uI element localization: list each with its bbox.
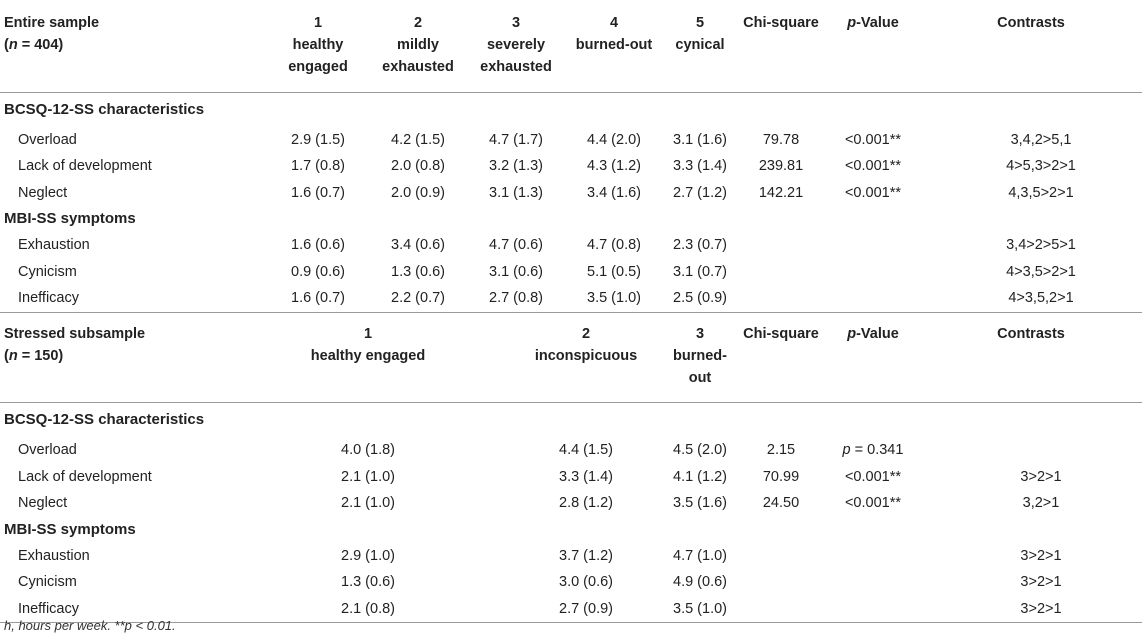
cell-value: 2.7 (0.8) xyxy=(489,290,543,306)
table-footnote: h, hours per week. **p < 0.01. xyxy=(4,618,176,633)
cell-value: 2.1 (1.0) xyxy=(341,468,395,485)
p-value: <0.001** xyxy=(844,131,902,148)
cell-value: 0.9 (0.6) xyxy=(291,263,345,280)
row-label: Cynicism xyxy=(18,263,77,280)
contrast-value: 4>5,3>2>1 xyxy=(1006,158,1076,174)
cell-value: 3.4 (1.6) xyxy=(587,184,641,201)
contrast-value: 3>2>1 xyxy=(1020,547,1062,564)
entire-n: (n = 404) xyxy=(4,37,64,53)
cell-value: 4.2 (1.5) xyxy=(391,131,445,148)
entire-header-row xyxy=(0,0,1142,78)
p-value: <0.001** xyxy=(844,468,902,485)
chi-square-value: 2.15 xyxy=(766,442,796,458)
cell-value: 2.0 (0.9) xyxy=(391,184,445,201)
cell-value: 3.4 (0.6) xyxy=(391,237,445,253)
cell-value: 2.7 (0.9) xyxy=(559,600,613,617)
chi-square-value: 70.99 xyxy=(762,468,800,485)
contrast-value: 4>3,5>2>1 xyxy=(1006,263,1076,280)
p-value xyxy=(826,569,920,596)
chi-square-value: 79.78 xyxy=(762,131,800,148)
table-row xyxy=(0,232,1142,259)
stressed-n: (n = 150) xyxy=(4,347,64,364)
p-value xyxy=(826,285,920,312)
table-row xyxy=(0,543,1142,570)
table-row xyxy=(0,569,1142,596)
cell-value: 1.6 (0.6) xyxy=(291,237,345,253)
cell-value: 2.1 (0.8) xyxy=(341,600,395,617)
p-value: <0.001** xyxy=(844,158,902,174)
cell-value: 1.6 (0.7) xyxy=(291,184,345,201)
cell-value: 2.9 (1.5) xyxy=(291,131,345,148)
table-row xyxy=(0,437,1142,464)
cell-value: 2.5 (0.9) xyxy=(673,290,727,306)
cell-value: 3.5 (1.0) xyxy=(587,290,641,306)
cell-value: 2.8 (1.2) xyxy=(559,495,613,511)
table-row xyxy=(0,285,1142,312)
stressed-section-mbi: MBI-SS symptoms xyxy=(4,520,136,538)
p-value xyxy=(826,232,920,259)
cell-value: 4.7 (1.0) xyxy=(673,547,727,564)
chi-square-value xyxy=(736,259,826,286)
p-value: p = 0.341 xyxy=(842,442,904,458)
cell-value: 3.1 (0.7) xyxy=(673,263,727,280)
contrast-value: 4>3,5,2>1 xyxy=(1008,290,1074,306)
row-label: Exhaustion xyxy=(18,237,90,253)
cell-value: 4.7 (1.7) xyxy=(489,131,543,148)
cluster-5-header: 5 cynical xyxy=(675,15,725,53)
cell-value: 4.1 (1.2) xyxy=(673,468,727,485)
row-label: Inefficacy xyxy=(18,600,79,617)
s-p-value-header: p-Value xyxy=(847,325,899,342)
cell-value: 3.0 (0.6) xyxy=(559,574,613,590)
table-row xyxy=(0,464,1142,491)
p-value xyxy=(826,543,920,570)
table-row xyxy=(0,180,1142,207)
s-chi-square-header: Chi-square xyxy=(743,325,819,342)
chi-square-value xyxy=(736,285,826,312)
cluster-3-header: 3 severely exhausted xyxy=(480,15,552,75)
row-label: Lack of development xyxy=(18,468,152,485)
cell-value: 3.3 (1.4) xyxy=(559,468,613,485)
contrasts-header: Contrasts xyxy=(997,15,1065,31)
chi-square-value xyxy=(736,569,826,596)
cluster-2-header: 2 mildly exhausted xyxy=(382,15,454,75)
cluster-4-header: 4 burned-out xyxy=(575,15,653,53)
cell-value: 4.7 (0.8) xyxy=(587,237,641,253)
s-contrasts-header: Contrasts xyxy=(997,325,1065,342)
p-value: <0.001** xyxy=(844,184,902,201)
cell-value: 2.9 (1.0) xyxy=(341,547,395,564)
cell-value: 4.9 (0.6) xyxy=(673,574,727,590)
cell-value: 4.4 (1.5) xyxy=(559,442,613,458)
cell-value: 4.5 (2.0) xyxy=(673,442,727,458)
cell-value: 3.2 (1.3) xyxy=(489,158,543,174)
s-cluster-2-header: 2 inconspicuous xyxy=(534,325,638,364)
cell-value: 2.3 (0.7) xyxy=(673,237,727,253)
chi-square-value: 24.50 xyxy=(762,495,800,511)
row-label: Overload xyxy=(18,131,77,148)
cell-value: 2.2 (0.7) xyxy=(391,290,445,306)
contrast-value: 3>2>1 xyxy=(1020,600,1062,617)
s-cluster-1-header: 1 healthy engaged xyxy=(310,325,426,364)
chi-square-value xyxy=(736,232,826,259)
table-row xyxy=(0,127,1142,154)
chi-square-value xyxy=(736,596,826,623)
contrast-value xyxy=(920,437,1142,464)
contrast-value: 3,4>2>5>1 xyxy=(1006,237,1076,253)
cell-value: 1.3 (0.6) xyxy=(391,263,445,280)
cell-value: 3.1 (1.3) xyxy=(489,184,543,201)
row-label: Overload xyxy=(18,442,77,458)
stressed-title: Stressed subsample xyxy=(4,325,146,342)
stressed-section-bcsq: BCSQ-12-SS characteristics xyxy=(0,403,1142,438)
contrast-value: 3,2>1 xyxy=(1022,495,1060,511)
cell-value: 1.6 (0.7) xyxy=(291,290,345,306)
table-row xyxy=(0,153,1142,180)
cell-value: 5.1 (0.5) xyxy=(587,263,641,280)
row-label: Cynicism xyxy=(18,574,77,590)
row-label: Lack of development xyxy=(18,158,152,174)
cell-value: 3.5 (1.6) xyxy=(673,495,727,511)
table-row xyxy=(0,490,1142,517)
row-label: Inefficacy xyxy=(18,290,79,306)
chi-square-header: Chi-square xyxy=(743,15,819,31)
stressed-header-row xyxy=(0,312,1142,389)
p-value-header: p-Value xyxy=(847,15,899,31)
row-label: Neglect xyxy=(18,495,68,511)
cell-value: 2.7 (1.2) xyxy=(673,184,727,201)
chi-square-value xyxy=(736,543,826,570)
entire-section-bcsq: BCSQ-12-SS characteristics xyxy=(0,92,1142,127)
cluster-1-header: 1 healthy engaged xyxy=(288,15,348,75)
cell-value: 1.7 (0.8) xyxy=(291,158,345,174)
cell-value: 4.0 (1.8) xyxy=(341,442,395,458)
cell-value: 4.4 (2.0) xyxy=(587,131,641,148)
cell-value: 1.3 (0.6) xyxy=(341,574,395,590)
contrast-value: 3>2>1 xyxy=(1020,574,1062,590)
contrast-value: 4,3,5>2>1 xyxy=(1008,184,1074,201)
cell-value: 3.7 (1.2) xyxy=(559,547,613,564)
cell-value: 4.3 (1.2) xyxy=(587,158,641,174)
cell-value: 2.0 (0.8) xyxy=(391,158,445,174)
p-value: <0.001** xyxy=(844,495,902,511)
row-label: Neglect xyxy=(18,184,68,201)
s-cluster-3-header: 3 burned-out xyxy=(673,325,727,386)
cell-value: 2.1 (1.0) xyxy=(341,495,395,511)
contrast-value: 3,4,2>5,1 xyxy=(1010,131,1072,148)
contrast-value: 3>2>1 xyxy=(1020,468,1062,485)
cell-value: 3.3 (1.4) xyxy=(673,158,727,174)
cell-value: 3.5 (1.0) xyxy=(673,600,727,617)
cell-value: 4.7 (0.6) xyxy=(489,237,543,253)
row-label: Exhaustion xyxy=(18,547,90,564)
chi-square-value: 239.81 xyxy=(758,158,804,174)
cell-value: 3.1 (0.6) xyxy=(489,263,543,280)
chi-square-value: 142.21 xyxy=(758,184,804,201)
table-row xyxy=(0,259,1142,286)
entire-section-mbi: MBI-SS symptoms xyxy=(4,210,136,227)
entire-title: Entire sample xyxy=(4,15,100,31)
p-value xyxy=(826,596,920,623)
p-value xyxy=(826,259,920,286)
cell-value: 3.1 (1.6) xyxy=(673,131,727,148)
